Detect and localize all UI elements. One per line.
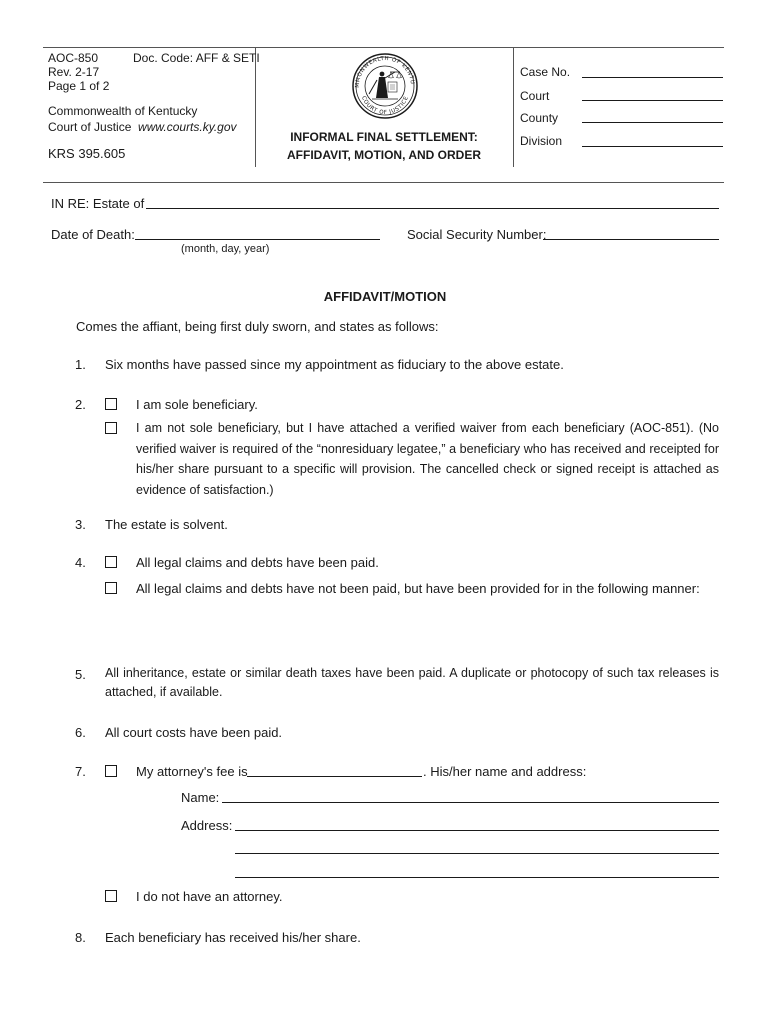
case-no-label: Case No.	[520, 65, 571, 79]
affidavit-heading: AFFIDAVIT/MOTION	[323, 289, 447, 304]
county-field[interactable]	[582, 122, 723, 123]
item-3-number: 3.	[75, 517, 86, 532]
item-5-text: All inheritance, estate or similar death taxes have been paid. A duplicate or photocopy of such tax releases is attached, if available.	[105, 666, 719, 699]
affidavit-intro: Comes the affiant, being first duly sworn, and states as follows:	[76, 319, 439, 334]
item-7-fee-label: My attorney's fee is	[136, 764, 248, 779]
item-2-not-sole-beneficiary-checkbox[interactable]	[105, 422, 117, 434]
division-label: Division	[520, 134, 563, 148]
item-4-paid-checkbox[interactable]	[105, 556, 117, 568]
form-title-line1: INFORMAL FINAL SETTLEMENT:	[290, 130, 478, 144]
no-attorney-checkbox[interactable]	[105, 890, 117, 902]
court-of-justice-text: Court of Justice	[48, 120, 132, 134]
item-2-option-a: I am sole beneficiary.	[136, 397, 258, 412]
ssn-field[interactable]	[543, 239, 719, 240]
item-2-number: 2.	[75, 397, 86, 412]
header-top-rule	[43, 47, 724, 48]
attorney-address-line-2[interactable]	[235, 853, 719, 854]
date-format-hint: (month, day, year)	[181, 243, 270, 255]
attorney-fee-field[interactable]	[247, 776, 422, 777]
statute-reference: KRS 395.605	[48, 146, 126, 161]
item-7-attorney-checkbox[interactable]	[105, 765, 117, 777]
doc-code: Doc. Code: AFF & SETI	[133, 51, 260, 65]
in-re-label: IN RE: Estate of	[51, 196, 145, 211]
commonwealth-label: Commonwealth of Kentucky	[48, 104, 198, 118]
item-6-text: All court costs have been paid.	[105, 725, 283, 740]
item-5-number: 5.	[75, 667, 86, 682]
item-1-text: Six months have passed since my appointment as fiduciary to the above estate.	[105, 357, 564, 372]
page-indicator: Page 1 of 2	[48, 79, 110, 93]
seal-top-text: MMONWEALTH OF KENTU	[354, 55, 416, 88]
website-link[interactable]: www.courts.ky.gov	[138, 120, 237, 134]
item-7-fee-suffix: . His/her name and address:	[423, 764, 587, 779]
item-7-no-attorney: I do not have an attorney.	[136, 889, 283, 904]
seal-bottom-text: COURT OF JUSTICE	[360, 95, 410, 117]
date-of-death-field[interactable]	[135, 239, 380, 240]
item-7-number: 7.	[75, 764, 86, 779]
attorney-address-line-3[interactable]	[235, 877, 719, 878]
division-field[interactable]	[582, 146, 723, 147]
item-4-option-a: All legal claims and debts have been paid.	[136, 555, 379, 570]
county-label: County	[520, 111, 559, 125]
item-2-option-b: I am not sole beneficiary, but I have attached a verified waiver from each beneficiary (AOC-851). (No verified waiver is required of the “nonresiduary legatee,” a beneficiary who has received and receipted for his/her share pursuant to a specific will provision. The cancelled check or signed receipt is attached as evidence of satisfaction.)	[136, 421, 719, 497]
revision: Rev. 2-17	[48, 65, 100, 79]
item-8-text: Each beneficiary has received his/her share.	[105, 930, 361, 945]
header-divider-right	[513, 47, 514, 167]
date-of-death-label: Date of Death:	[51, 227, 135, 242]
item-3-text: The estate is solvent.	[105, 517, 228, 532]
item-2-sole-beneficiary-checkbox[interactable]	[105, 398, 117, 410]
form-title-line2: AFFIDAVIT, MOTION, AND ORDER	[287, 148, 481, 162]
form-number: AOC-850	[48, 51, 99, 65]
attorney-name-field[interactable]	[222, 802, 719, 803]
item-7-address-label: Address:	[181, 818, 233, 833]
court-field[interactable]	[582, 100, 723, 101]
court-of-justice-label	[48, 120, 237, 134]
item-4-option-b: All legal claims and debts have not been paid, but have been provided for in the following manner:	[136, 581, 700, 596]
ssn-label: Social Security Number:	[407, 227, 547, 242]
item-4-number: 4.	[75, 555, 86, 570]
item-6-number: 6.	[75, 725, 86, 740]
case-no-field[interactable]	[582, 77, 723, 78]
estate-name-field[interactable]	[146, 208, 719, 209]
item-8-number: 8.	[75, 930, 86, 945]
attorney-address-line-1[interactable]	[235, 830, 719, 831]
header-bottom-rule	[43, 182, 724, 183]
item-4-provided-for-checkbox[interactable]	[105, 582, 117, 594]
item-7-name-label: Name:	[181, 790, 220, 805]
court-label: Court	[520, 89, 550, 103]
kentucky-seal	[339, 50, 431, 120]
item-1-number: 1.	[75, 357, 86, 372]
